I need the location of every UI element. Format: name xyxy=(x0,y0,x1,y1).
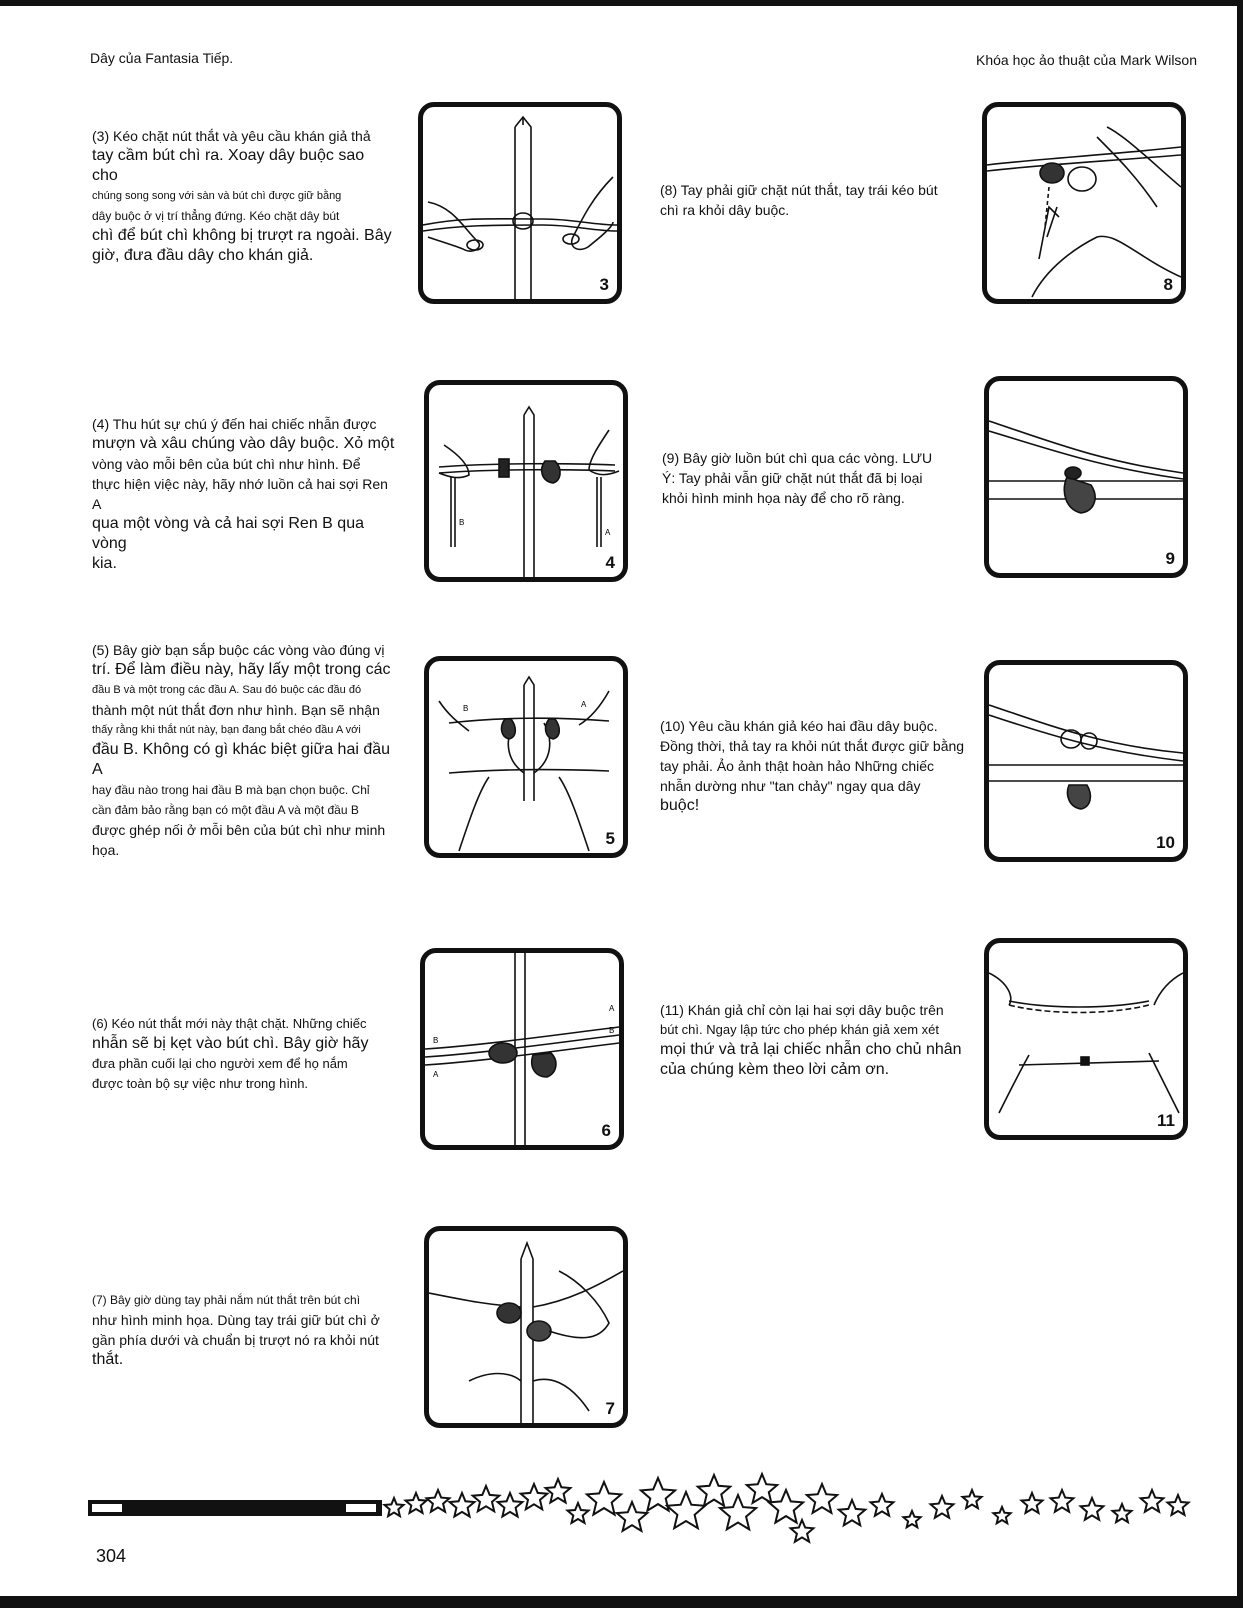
illustration-panel-8 xyxy=(982,102,1186,304)
panel-number: 11 xyxy=(1157,1111,1175,1130)
step-line: (7) Bây giờ dùng tay phải nắm nút thắt trên bút chì xyxy=(92,1293,361,1307)
grasp-knot-illustration xyxy=(429,1231,623,1423)
star-icon xyxy=(617,1502,647,1531)
illustration-panel-6 xyxy=(420,948,624,1150)
running-header-right: Khóa học ảo thuật của Mark Wilson xyxy=(976,52,1198,68)
step-line: nhẫn dường như "tan chảy" ngay qua dây xyxy=(660,778,921,794)
star-icon xyxy=(546,1479,571,1503)
label-a: A xyxy=(581,700,587,709)
star-icon xyxy=(450,1493,475,1517)
pull-pencil-illustration xyxy=(987,107,1181,299)
star-icon xyxy=(473,1486,500,1511)
panel-number: 7 xyxy=(605,1399,615,1418)
step-line: bút chì. Ngay lập tức cho phép khán giả xem xét xyxy=(660,1022,939,1037)
star-icon xyxy=(1113,1504,1132,1522)
decorative-stars xyxy=(382,1462,1198,1546)
step-line: (5) Bây giờ bạn sắp buộc các vòng vào đúng vị xyxy=(92,642,385,658)
rings-melt-illustration xyxy=(989,665,1183,857)
step-line: họa. xyxy=(92,842,120,858)
step-line: khỏi hình minh họa này để cho rõ ràng. xyxy=(662,490,905,506)
star-icon xyxy=(1022,1493,1043,1513)
panel-number: 4 xyxy=(605,553,615,572)
step-line: thực hiện việc này, hãy nhớ luồn cả hai sợi Ren A xyxy=(92,476,388,512)
star-icon xyxy=(769,1490,803,1523)
threading-rings-illustration xyxy=(429,385,623,577)
star-icon xyxy=(521,1484,548,1509)
star-icon xyxy=(498,1493,523,1517)
step-line: (10) Yêu cầu khán giả kéo hai đầu dây buộc. xyxy=(660,718,938,734)
step-9-text xyxy=(662,448,972,508)
star-icon xyxy=(427,1490,450,1512)
label-b: B xyxy=(463,704,469,713)
step-line: dây buộc ở vị trí thẳng đứng. Kéo chặt dây bút xyxy=(92,209,340,223)
footer-rule xyxy=(88,1500,382,1516)
single-knot-illustration xyxy=(429,661,623,853)
pencil-tie-illustration xyxy=(423,107,617,299)
step-line: cần đảm bảo rằng bạn có một đầu A và một đầu B xyxy=(92,803,359,817)
star-icon xyxy=(791,1520,814,1542)
star-icon xyxy=(963,1490,982,1508)
star-icon xyxy=(871,1494,894,1516)
scan-edge-right xyxy=(1237,0,1243,1608)
star-icon xyxy=(1168,1495,1189,1515)
scan-edge-top xyxy=(0,0,1243,6)
step-line: (9) Bây giờ luồn bút chì qua các vòng. LƯU xyxy=(662,450,933,466)
step-line: như hình minh họa. Dùng tay trái giữ bút chì ở xyxy=(92,1312,380,1328)
panel-number: 3 xyxy=(599,275,609,294)
label-b: B xyxy=(609,1026,615,1035)
label-b: B xyxy=(433,1036,439,1045)
star-icon xyxy=(587,1482,621,1515)
step-line: trí. Để làm điều này, hãy lấy một trong các xyxy=(92,661,391,678)
step-7-text xyxy=(92,1290,402,1370)
illustration-panel-11 xyxy=(984,938,1188,1140)
step-line: tay cầm bút chì ra. Xoay dây buộc sao cho xyxy=(92,147,365,184)
panel-number: 10 xyxy=(1156,833,1175,852)
label-a: A xyxy=(609,1004,615,1013)
step-line: đưa phần cuối lại cho người xem để họ nắm xyxy=(92,1056,348,1071)
illustration-panel-7 xyxy=(424,1226,628,1428)
star-icon xyxy=(720,1495,756,1529)
panel-number: 5 xyxy=(605,829,615,848)
star-icon xyxy=(747,1474,777,1503)
knot-tight-illustration xyxy=(425,953,619,1145)
illustration-panel-4 xyxy=(424,380,628,582)
step-line: của chúng kèm theo lời cảm ơn. xyxy=(660,1061,890,1078)
step-line: mượn và xâu chúng vào dây buộc. Xỏ một xyxy=(92,435,395,452)
page-number: 304 xyxy=(96,1546,127,1566)
step-line: qua một vòng và cả hai sợi Ren B qua vòng xyxy=(92,515,364,552)
step-line: đầu B và một trong các đầu A. Sau đó buộc các đầu đó xyxy=(92,684,362,696)
star-icon xyxy=(385,1498,404,1516)
star-icon xyxy=(1141,1490,1164,1512)
step-line: buộc! xyxy=(660,797,700,814)
step-6-text xyxy=(92,1014,402,1094)
star-icon xyxy=(807,1484,837,1513)
step-line: chúng song song với sàn và bút chì được giữ bằng xyxy=(92,190,342,202)
step-line: được toàn bộ sự việc như trong hình. xyxy=(92,1076,309,1091)
step-8-text xyxy=(660,180,960,220)
step-5-text xyxy=(92,640,402,860)
step-line: kia. xyxy=(92,555,117,572)
star-icon xyxy=(568,1503,589,1523)
illustration-panel-5 xyxy=(424,656,628,858)
illustration-panel-9 xyxy=(984,376,1188,578)
step-line: (11) Khán giả chỉ còn lại hai sợi dây buộc trên xyxy=(660,1002,944,1018)
panel-number: 6 xyxy=(601,1121,611,1140)
star-icon xyxy=(993,1507,1010,1523)
star-icon xyxy=(903,1511,920,1527)
step-line: chì để bút chì không bị trượt ra ngoài. Bây xyxy=(92,227,392,244)
step-line: giờ, đưa đầu dây cho khán giả. xyxy=(92,247,314,264)
label-a: A xyxy=(605,528,611,537)
step-10-text xyxy=(660,716,970,816)
step-line: hay đầu nào trong hai đầu B mà bạn chọn buộc. Chỉ xyxy=(92,783,370,797)
running-header-left: Dây của Fantasia Tiếp. xyxy=(90,50,234,66)
step-line: tay phải. Ảo ảnh thật hoàn hảo Những chiếc xyxy=(660,758,935,774)
step-line: thắt. xyxy=(92,1351,124,1368)
step-line: mọi thứ và trả lại chiếc nhẫn cho chủ nhân xyxy=(660,1041,962,1058)
star-icon xyxy=(406,1493,427,1513)
step-11-text xyxy=(660,1000,980,1080)
step-4-text xyxy=(92,414,397,574)
step-line: chì ra khỏi dây buộc. xyxy=(660,202,790,218)
pencil-through-rings-illustration xyxy=(989,381,1183,573)
star-icon xyxy=(839,1500,866,1525)
label-b: B xyxy=(459,518,465,527)
step-line: Ý: Tay phải vẫn giữ chặt nút thắt đã bị loại xyxy=(662,470,923,486)
scan-edge-bottom xyxy=(0,1596,1243,1608)
step-line: gần phía dưới và chuẩn bị trượt nó ra khỏi nút xyxy=(92,1332,379,1348)
star-icon xyxy=(1051,1490,1074,1512)
star-icon xyxy=(698,1475,730,1506)
panel-number: 9 xyxy=(1165,549,1175,568)
label-a: A xyxy=(433,1070,439,1079)
illustration-panel-10 xyxy=(984,660,1188,862)
illustration-panel-3 xyxy=(418,102,622,304)
return-rings-illustration xyxy=(989,943,1183,1135)
step-line: nhẫn sẽ bị kẹt vào bút chì. Bây giờ hãy xyxy=(92,1035,369,1052)
star-icon xyxy=(1081,1498,1104,1520)
step-line: vòng vào mỗi bên của bút chì như hình. Để xyxy=(92,456,361,472)
step-line: thành một nút thắt đơn như hình. Bạn sẽ nhận xyxy=(92,702,380,718)
step-line: Đồng thời, thả tay ra khỏi nút thắt được giữ bằng xyxy=(660,738,965,754)
step-line: (4) Thu hút sự chú ý đến hai chiếc nhẫn được xyxy=(92,416,377,432)
star-icon xyxy=(931,1496,954,1518)
panel-number: 8 xyxy=(1163,275,1173,294)
step-line: được ghép nối ở mỗi bên của bút chì như minh xyxy=(92,822,386,838)
step-3-text xyxy=(92,126,392,266)
star-icon xyxy=(667,1492,705,1528)
step-line: (6) Kéo nút thắt mới này thật chặt. Những chiếc xyxy=(92,1016,367,1031)
step-line: đầu B. Không có gì khác biệt giữa hai đầu A xyxy=(92,741,391,778)
step-line: thấy rằng khi thắt nút này, bạn đang bắt chéo đầu A với xyxy=(92,724,361,736)
step-line: (3) Kéo chặt nút thắt và yêu cầu khán giả thả xyxy=(92,128,371,144)
step-line: (8) Tay phải giữ chặt nút thắt, tay trái kéo bút xyxy=(660,182,938,198)
